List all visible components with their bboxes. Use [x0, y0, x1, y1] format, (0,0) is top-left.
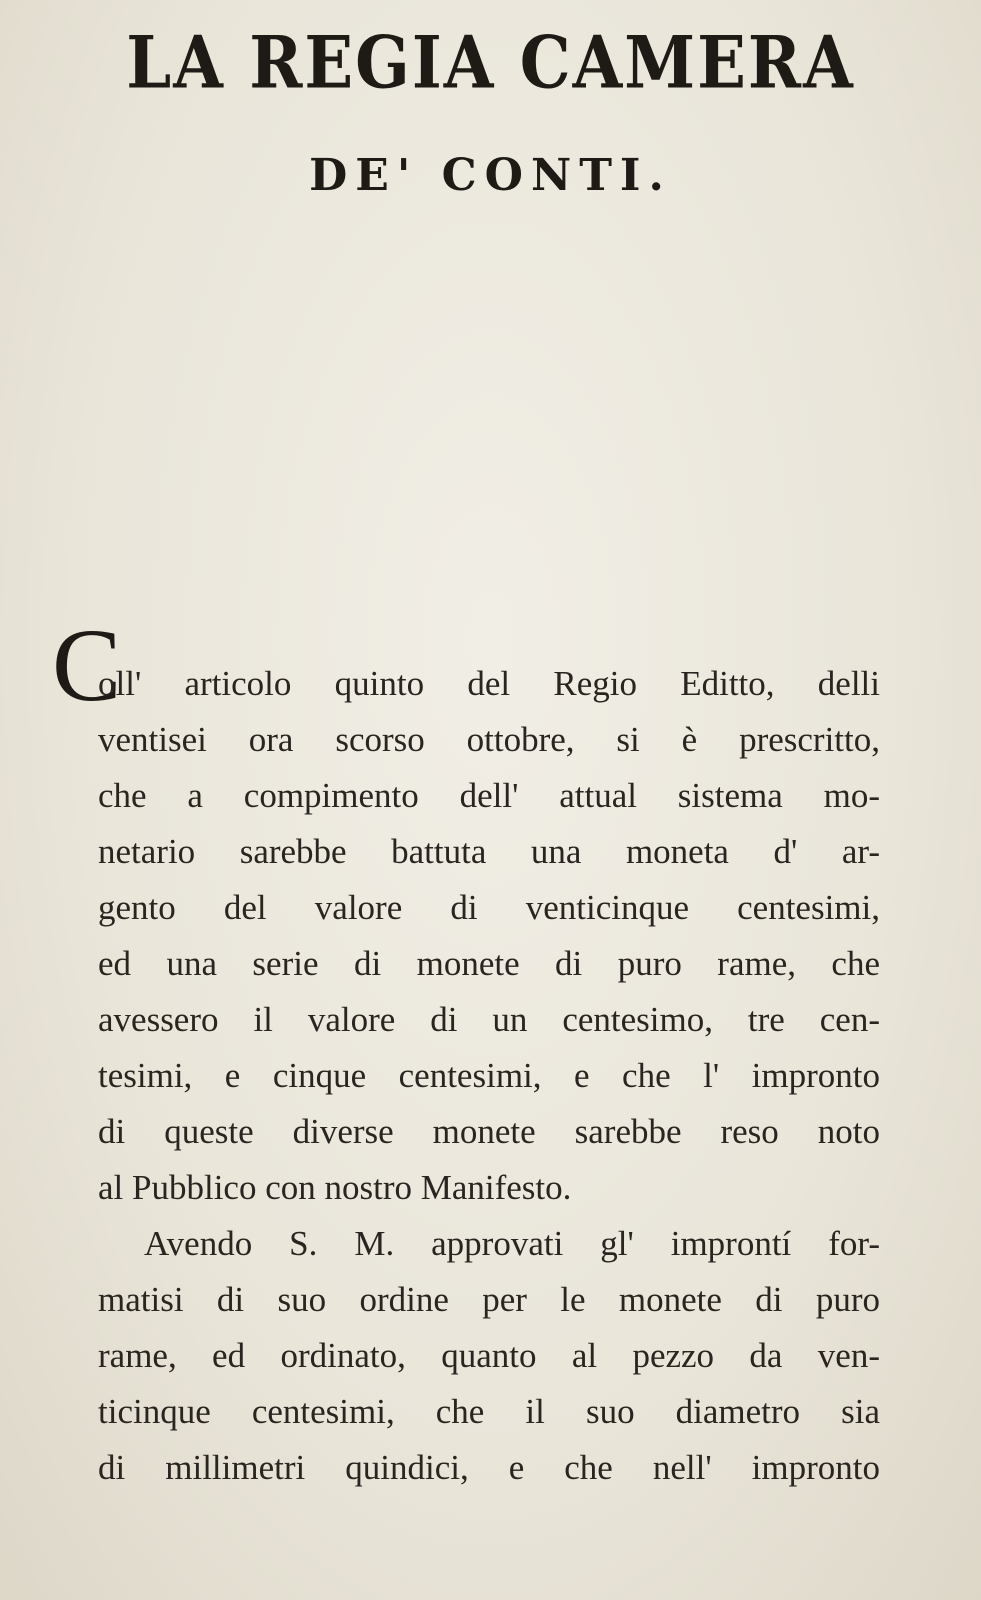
document-title: LA REGIA CAMERA — [126, 21, 855, 106]
text-line: ventisei ora scorso ottobre, si è prescritto, — [98, 720, 880, 759]
document-subtitle: DE' CONTI. — [309, 150, 672, 201]
text-line: di millimetri quindici, e che nell' impronto — [98, 1448, 880, 1487]
drop-cap: C — [52, 608, 122, 723]
text-line: ed una serie di monete di puro rame, che — [98, 944, 880, 983]
text-line: Avendo S. M. approvati gl' improntí for- — [144, 1224, 880, 1263]
text-line: che a compimento dell' attual sistema mo- — [98, 776, 880, 815]
text-line: netario sarebbe battuta una moneta d' ar- — [98, 832, 880, 871]
text-line: gento del valore di venticinque centesimi, — [98, 888, 880, 927]
text-line: tesimi, e cinque centesimi, e che l' impronto — [98, 1056, 880, 1095]
body-text — [98, 656, 880, 1496]
text-line: di queste diverse monete sarebbe reso noto — [98, 1112, 880, 1151]
text-line: rame, ed ordinato, quanto al pezzo da ven- — [98, 1336, 880, 1375]
text-line: al Pubblico con nostro Manifesto. — [98, 1168, 572, 1207]
text-line: avessero il valore di un centesimo, tre cen- — [98, 1000, 880, 1039]
text-line: ticinque centesimi, che il suo diametro sia — [98, 1392, 880, 1431]
text-line: matisi di suo ordine per le monete di puro — [98, 1280, 880, 1319]
text-line: oll' articolo quinto del Regio Editto, delli — [98, 664, 880, 703]
